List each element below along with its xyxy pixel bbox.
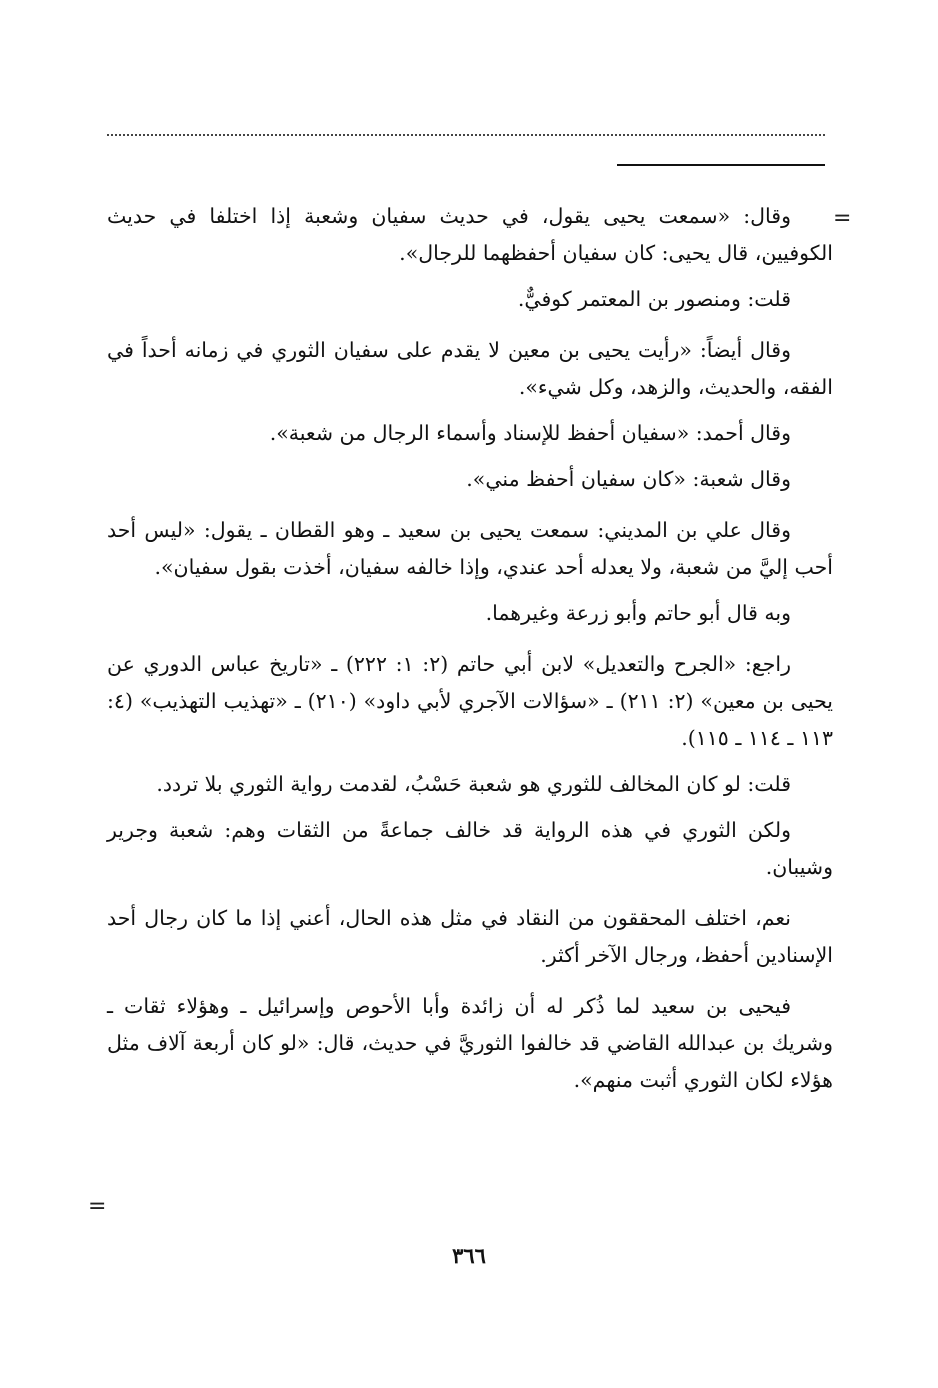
paragraph-7: وبه قال أبو حاتم وأبو زرعة وغيرهما.: [485, 601, 791, 625]
paragraph-6: وقال علي بن المديني: سمعت يحيى بن سعيد ـ وهو القطان ـ يقول: «ليس أحد أحب إليَّ من شعبة، ولا يعدله أحد عندي، وإذا خالفه سفيان، أخذت بقول سفيان».: [107, 518, 833, 579]
paragraph-11: نعم، اختلف المحققون من النقاد في مثل هذه الحال، أعني إذا ما كان رجال أحد الإسنادين أحفظ، ورجال الآخر أكثر.: [107, 906, 833, 967]
paragraph-8: راجع: «الجرح والتعديل» لابن أبي حاتم (٢: ١: ٢٢٢) ـ «تاريخ عباس الدوري عن يحيى بن معين» (٢: ٢١١) ـ «سؤالات الآجري لأبي داود» (٢١٠) ـ «تهذيب التهذيب» (٤: ١١٣ ـ ١١٤ ـ ١١٥).: [107, 652, 834, 750]
paragraph-9: قلت: لو كان المخالف للثوري هو شعبة حَسْبُ، لقدمت رواية الثوري بلا تردد.: [156, 772, 791, 796]
paragraph-4: وقال أحمد: «سفيان أحفظ للإسناد وأسماء الرجال من شعبة».: [269, 421, 791, 445]
continuation-mark-top: =: [833, 206, 852, 231]
paragraph-1: وقال: «سمعت يحيى يقول، في حديث سفيان وشعبة إذا اختلفا في حديث الكوفيين، قال يحيى: كان سفيان أحفظهما للرجال».: [107, 204, 833, 265]
paragraph-2: قلت: ومنصور بن المعتمر كوفيٌّ.: [517, 287, 791, 311]
paragraph-5: وقال شعبة: «كان سفيان أحفظ مني».: [466, 467, 791, 491]
continuation-mark-bottom: =: [88, 1194, 107, 1219]
page-number: ٣٦٦: [452, 1243, 486, 1268]
paragraph-12: فيحيى بن سعيد لما ذُكر له أن زائدة وأبا الأحوص وإسرائيل ـ وهؤلاء ثقات ـ وشريك بن عبدالله القاضي قد خالفوا الثوريَّ في حديث، قال: «لو كان أربعة آلاف مثل هؤلاء لكان الثوري أثبت منهم».: [107, 994, 833, 1092]
header-dotted-rule: [107, 134, 825, 136]
main-text: [107, 198, 833, 1099]
paragraph-10: ولكن الثوري في هذه الرواية قد خالف جماعةً من الثقات وهم: شعبة وجرير وشيبان.: [107, 818, 833, 879]
header-solid-rule: [617, 164, 825, 166]
paragraph-3: وقال أيضاً: «رأيت يحيى بن معين لا يقدم على سفيان الثوري في زمانه أحداً في الفقه، والحديث، والزهد، وكل شيء».: [107, 338, 833, 399]
